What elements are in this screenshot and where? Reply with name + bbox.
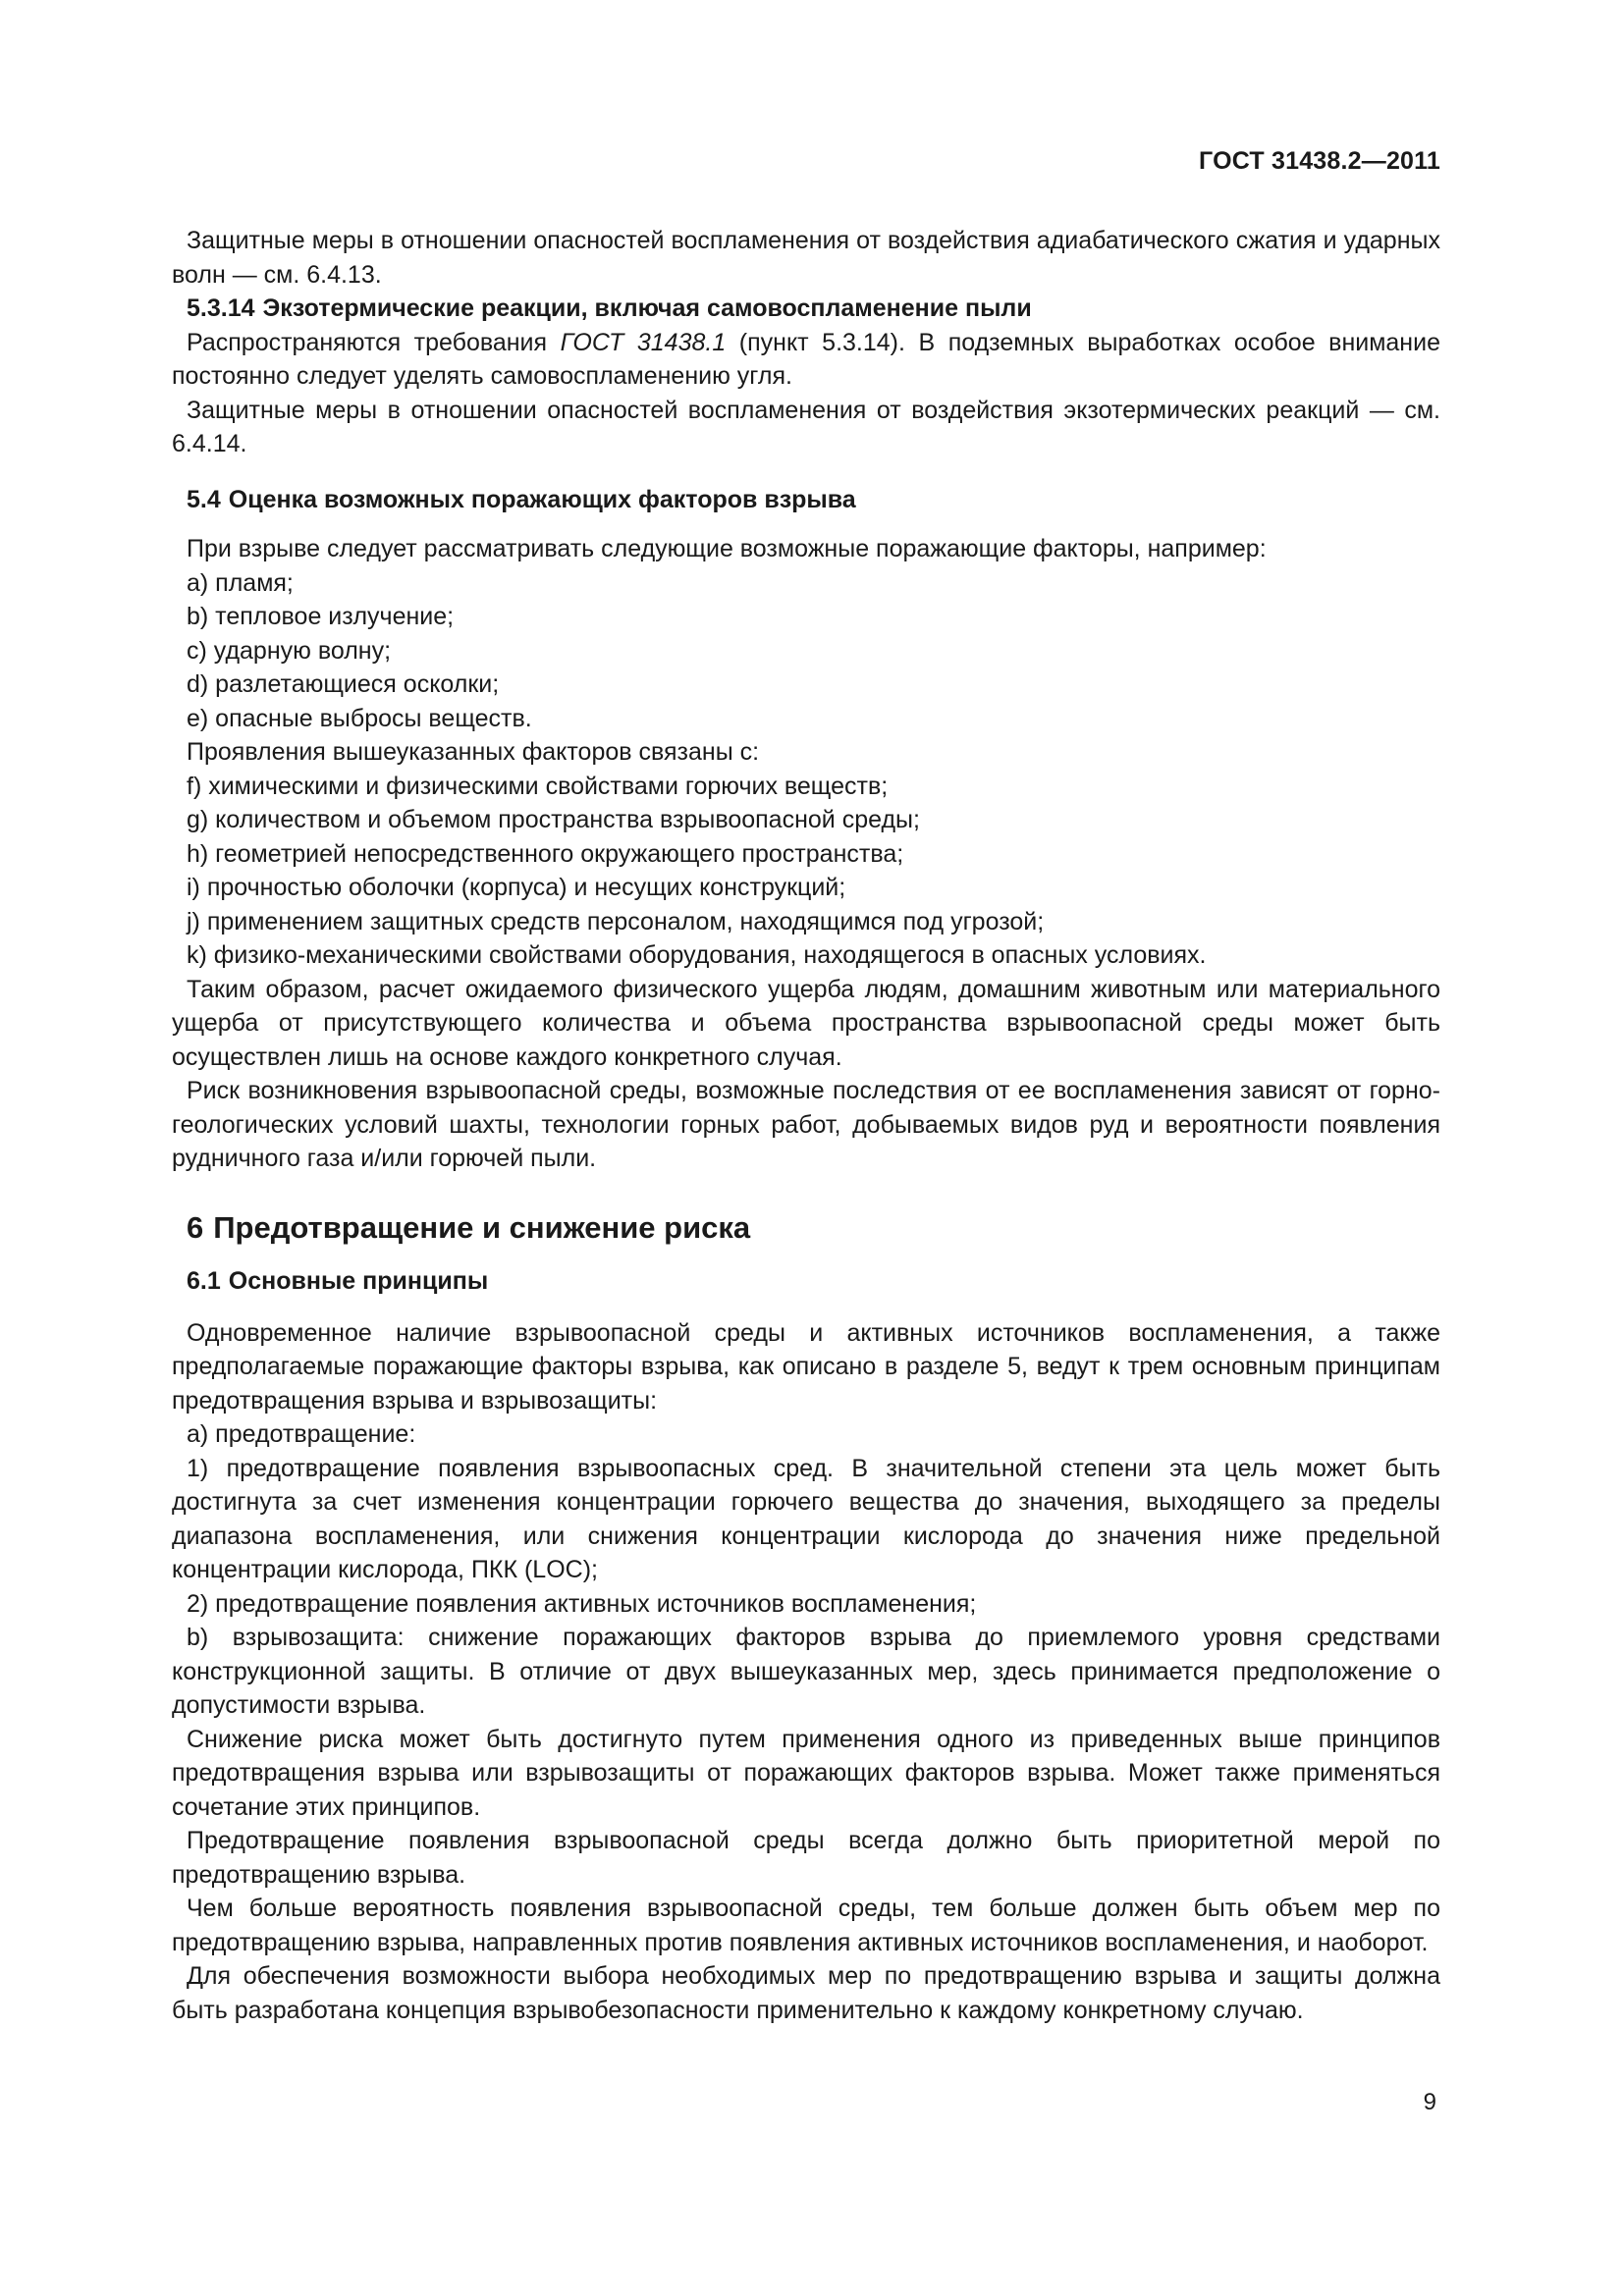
list-item: g) количеством и объемом пространства взрывоопасной среды; — [187, 806, 920, 833]
paragraph-5314-requirements — [172, 326, 1440, 394]
list-item: j) применением защитных средств персоналом, находящимся под угрозой; — [187, 907, 1045, 935]
paragraph-61-intro: Одновременное наличие взрывоопасной среды и активных источников воспламенения, а также предполагаемые поражающие факторы взрыва, как описано в разделе 5, ведут к трем основным принципам предотвращения взрыва и взрывозащиты: — [172, 1318, 1440, 1415]
paragraph-61-probability: Чем больше вероятность появления взрывоопасной среды, тем больше должен быть объем мер по предотвращению взрыва, направленных против появления активных источников воспламенения, и наоборот. — [172, 1895, 1440, 1956]
subsection-54-title: Оценка возможных поражающих факторов взрыва — [228, 485, 856, 513]
paragraph-61-priority: Предотвращение появления взрывоопасной среды всегда должно быть приоритетной мерой по предотвращению взрыва. — [172, 1827, 1440, 1889]
subsection-61-title: Основные принципы — [228, 1267, 489, 1295]
page-number: 9 — [1423, 2089, 1436, 2115]
subsection-61-heading — [172, 1264, 1440, 1299]
paragraph-5314-requirements-lead: Распространяются требования — [187, 328, 561, 356]
subsection-5314-title: Экзотермические реакции, включая самовоспламенение пыли — [262, 294, 1032, 322]
paragraph-5314-protective-measures: Защитные меры в отношении опасностей воспламенения от воздействия экзотермических реакций — см. 6.4.14. — [172, 396, 1440, 457]
document-body — [172, 224, 1440, 2027]
section-6-number: 6 — [187, 1209, 204, 1245]
paragraph-54-related: Проявления вышеуказанных факторов связаны с: — [187, 738, 760, 766]
paragraph-61-item-1: 1) предотвращение появления взрывоопасных сред. В значительной степени эта цель может быть достигнута за счет изменения концентрации горючего вещества до значения, выходящего за пределы диапазона воспламенения, или снижения концентрации кислорода до значения ниже предельной концентрации кислорода, ПКК (LOC); — [172, 1454, 1440, 1583]
standard-reference: ГОСТ 31438.1 — [560, 328, 727, 356]
paragraph-61-a: а) предотвращение: — [187, 1420, 416, 1448]
list-related-factors — [172, 770, 1440, 973]
paragraph-61-risk-reduction: Снижение риска может быть достигнуто путем применения одного из приведенных выше принципов предотвращения взрыва или взрывозащиты от поражающих факторов взрыва. Может также применяться сочетание этих принципов. — [172, 1725, 1440, 1821]
list-item: h) геометрией непосредственного окружающего пространства; — [187, 839, 904, 868]
list-item: i) прочностью оболочки (корпуса) и несущих конструкций; — [187, 874, 846, 901]
list-item: b) тепловое излучение; — [187, 603, 455, 630]
paragraph-54-intro: При взрыве следует рассматривать следующие возможные поражающие факторы, например: — [187, 535, 1267, 562]
subsection-5314-heading — [172, 292, 1440, 326]
paragraph-5314-requirements-rest: (пункт 5.3.14). В подземных выработках особое внимание постоянно следует уделять самовоспламенению угля. — [172, 328, 1440, 390]
subsection-54-number: 5.4 — [187, 485, 221, 513]
list-damage-factors — [172, 566, 1440, 736]
paragraph-5313-protective-measures: Защитные меры в отношении опасностей воспламенения от воздействия адиабатического сжатия и ударных волн — см. 6.4.13. — [172, 227, 1440, 289]
paragraph-61-item-2: 2) предотвращение появления активных источников воспламенения; — [187, 1589, 977, 1618]
list-item: k) физико-механическими свойствами оборудования, находящегося в опасных условиях. — [187, 941, 1207, 969]
section-6-title: Предотвращение и снижение риска — [213, 1209, 751, 1245]
standard-code-header: ГОСТ 31438.2—2011 — [1199, 147, 1440, 175]
paragraph-54-risk: Риск возникновения взрывоопасной среды, возможные последствия от ее воспламенения зависят от горно-геологических условий шахты, технологии горных работ, добываемых видов руд и вероятности появления рудничного газа и/или горючей пыли. — [172, 1077, 1440, 1172]
list-item: е) опасные выбросы веществ. — [187, 704, 532, 732]
list-item: а) пламя; — [187, 568, 294, 597]
paragraph-61-b: b) взрывозащита: снижение поражающих факторов взрыва до приемлемого уровня средствами конструкционной защиты. В отличие от двух вышеуказанных мер, здесь принимается предположение о допустимости взрыва. — [172, 1624, 1440, 1719]
paragraph-54-thus: Таким образом, расчет ожидаемого физического ущерба людям, домашним животным или материального ущерба от присутствующего количества и объема пространства взрывоопасной среды может быть осуществлен лишь на основе каждого конкретного случая. — [172, 975, 1440, 1071]
subsection-54-heading — [172, 483, 1440, 517]
subsection-5314-number: 5.3.14 — [187, 294, 255, 322]
section-6-heading — [172, 1211, 1440, 1246]
list-item: c) ударную волну; — [187, 636, 392, 665]
paragraph-61-concept: Для обеспечения возможности выбора необходимых мер по предотвращению взрыва и защиты должна быть разработана концепция взрывобезопасности применительно к каждому конкретному случаю. — [172, 1962, 1440, 2024]
list-item: d) разлетающиеся осколки; — [187, 670, 500, 698]
subsection-61-number: 6.1 — [187, 1267, 221, 1295]
list-item: f) химическими и физическими свойствами горючих веществ; — [187, 772, 889, 800]
